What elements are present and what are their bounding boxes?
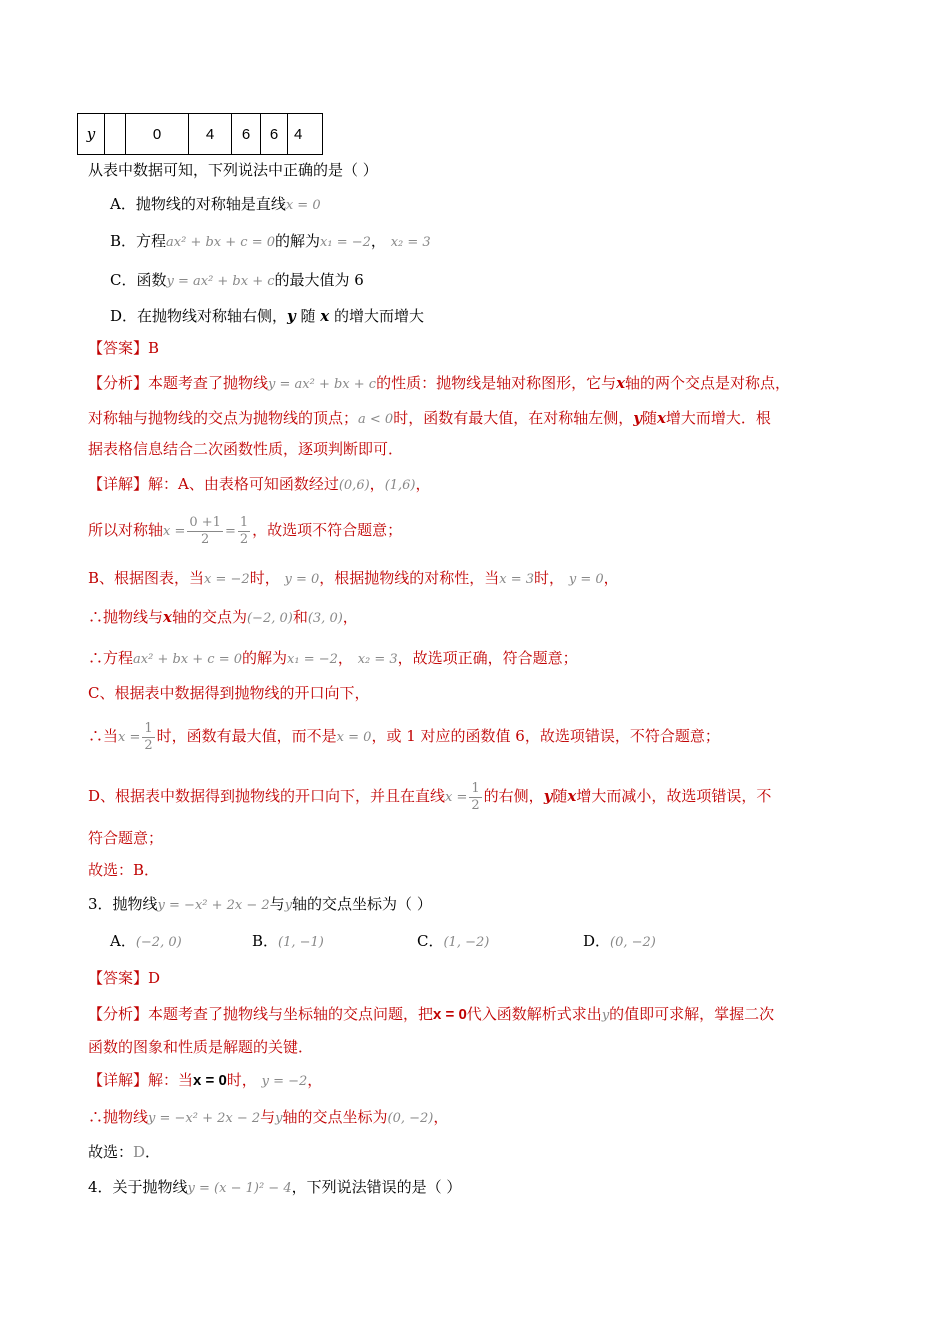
detail-line: D、根据表中数据得到抛物线的开口向下，并且在直线x = $\frac{1}{2}$ 的右侧，y随x增大而减小，故选项错误，不 xyxy=(88,780,772,813)
detail-line: ∴当x = $\frac{1}{2}$ 时，函数有最大值，而不是x = 0，或 1 对应的函数值 6，故选项错误，不符合题意； xyxy=(88,720,720,753)
detail-line: 所以对称轴x = $\frac{0 +1}{2}$ = $\frac{1}{2}$ ，故选项不符合题意； xyxy=(88,514,403,547)
analysis-line: 【分析】本题考查了抛物线与坐标轴的交点问题，把x = 0代入函数解析式求出y的值即可求解，掌握二次 xyxy=(88,1005,775,1023)
value-table xyxy=(77,113,323,155)
option-d: D．(0, −2) xyxy=(583,932,656,950)
table-cell: 4 xyxy=(189,114,232,155)
choice-line: 故选：D． xyxy=(88,1143,161,1161)
option-d: D．在抛物线对称轴右侧，y 随 x 的增大而增大 xyxy=(110,307,425,325)
table-row xyxy=(78,114,323,155)
detail-line: ∴抛物线与x轴的交点为(−2, 0)和(3, 0)， xyxy=(88,608,358,626)
table-cell xyxy=(105,114,126,155)
table-cell: 0 xyxy=(126,114,189,155)
detail-line: B、根据图表，当x = −2时， y = 0，根据抛物线的对称性，当x = 3时， y = 0， xyxy=(88,569,619,587)
question-stem: 3．抛物线y = −x² + 2x − 2与y轴的交点坐标为（ ） xyxy=(88,895,432,913)
analysis-line: 据表格信息结合二次函数性质，逐项判断即可． xyxy=(88,440,404,458)
option-c: C．函数y = ax² + bx + c的最大值为 6 xyxy=(110,271,364,289)
answer-label: 【答案】D xyxy=(88,969,161,987)
analysis-line: 对称轴与抛物线的交点为抛物线的顶点；a < 0时，函数有最大值，在对称轴左侧，y随x增大而增大．根 xyxy=(88,409,771,427)
table-row-label: y xyxy=(78,114,105,155)
choice-line: 故选：B． xyxy=(88,861,160,879)
table-cell: 6 xyxy=(232,114,261,155)
question-stem: 4．关于抛物线y = (x − 1)² − 4，下列说法错误的是（ ） xyxy=(88,1178,462,1196)
question-stem: 从表中数据可知，下列说法中正确的是（ ） xyxy=(88,161,378,179)
option-b: B．(1, −1) xyxy=(252,932,324,950)
detail-line: 【详解】解：A、由表格可知函数经过(0,6)，(1,6)， xyxy=(88,475,431,493)
analysis-line: 函数的图象和性质是解题的关键． xyxy=(88,1038,314,1056)
detail-line: ∴抛物线y = −x² + 2x − 2与y轴的交点坐标为(0, −2)， xyxy=(88,1108,449,1126)
option-c: C．(1, −2) xyxy=(417,932,490,950)
analysis-line: 【分析】本题考查了抛物线y = ax² + bx + c的性质：抛物线是轴对称图形，它与x轴的两个交点是对称点， xyxy=(88,374,791,392)
option-b: B．方程ax² + bx + c = 0的解为x₁ = −2， x₂ = 3 xyxy=(110,232,431,250)
detail-line: 符合题意； xyxy=(88,829,164,847)
option-a: A．(−2, 0) xyxy=(110,932,182,950)
detail-line: ∴方程ax² + bx + c = 0的解为x₁ = −2， x₂ = 3，故选项正确，符合题意； xyxy=(88,649,578,667)
options-row xyxy=(110,930,710,952)
detail-line: 【详解】解：当x = 0时， y = −2， xyxy=(88,1071,323,1089)
fraction: $\frac{0 +1}{2}$ xyxy=(189,514,221,547)
table-cell: 6 xyxy=(261,114,288,155)
table-cell: 4 xyxy=(288,114,323,155)
answer-label: 【答案】B xyxy=(88,339,160,357)
option-a: A．抛物线的对称轴是直线x = 0 xyxy=(110,195,321,213)
fraction: $\frac{1}{2}$ xyxy=(144,720,153,753)
fraction: $\frac{1}{2}$ xyxy=(471,780,480,813)
fraction: $\frac{1}{2}$ xyxy=(239,514,249,547)
detail-line: C、根据表中数据得到抛物线的开口向下， xyxy=(88,684,370,702)
